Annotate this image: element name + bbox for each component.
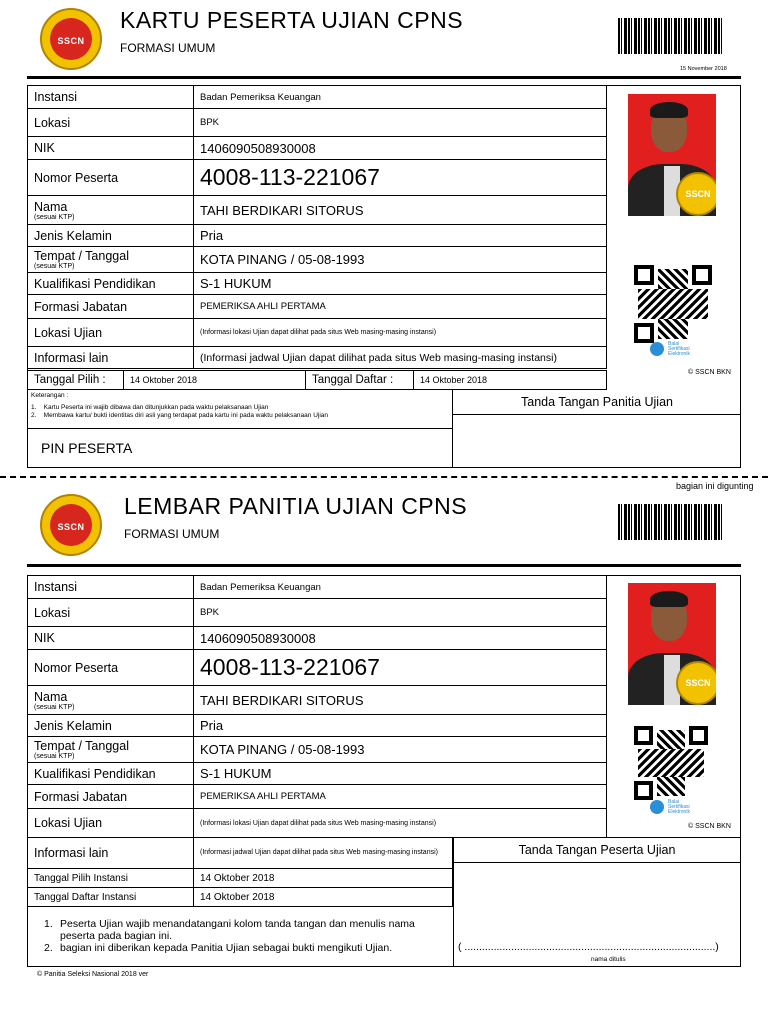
sheet-label-nama: Nama <box>34 689 68 704</box>
sheet-copyright-sscn: © SSCN BKN <box>688 823 731 830</box>
sheet-value-tanggal-daftar: 14 Oktober 2018 <box>194 888 453 907</box>
label-nama-sub: (sesuai KTP) <box>34 213 75 221</box>
label-ttl-sub: (sesuai KTP) <box>34 263 75 270</box>
sscn-logo: SSCN <box>40 8 102 70</box>
sheet-value-nama: TAHI BERDIKARI SITORUS <box>194 686 607 715</box>
label-nik: NIK <box>28 137 194 160</box>
label-lokasi-ujian: Lokasi Ujian <box>28 319 194 347</box>
name-line: ( ......................................................................................) <box>458 941 719 953</box>
sheet-label-nomor-peserta: Nomor Peserta <box>28 650 194 686</box>
sheet-label-tanggal-daftar: Tanggal Daftar Instansi <box>28 888 194 907</box>
keterangan-label: Keterangan : <box>31 392 69 399</box>
value-info-lain: (Informasi jadwal Ujian dapat dilihat pada situs Web masing-masing instansi) <box>194 347 607 369</box>
sheet-label-tanggal-pilih: Tanggal Pilih Instansi <box>28 869 194 888</box>
value-nik: 1406090508930008 <box>194 137 607 160</box>
footer-copyright: © Panitia Seleksi Nasional 2018 ver <box>37 971 149 978</box>
sheet-bsre-label: Balai Sertifikasi Elektronik <box>668 799 690 815</box>
qr-code-icon <box>634 265 712 343</box>
cut-note: bagian ini digunting <box>676 481 754 491</box>
bsre-label: Balai Sertifikasi Elektronik <box>668 341 690 357</box>
sheet-label-ttl-sub: (sesuai KTP) <box>34 753 75 760</box>
print-date: 15 November 2018 <box>680 66 727 72</box>
value-tanggal-pilih: 14 Oktober 2018 <box>124 371 306 390</box>
label-jenis-kelamin: Jenis Kelamin <box>28 225 194 247</box>
sheet-qr-code-icon <box>634 726 708 800</box>
sheet-value-nik: 1406090508930008 <box>194 627 607 650</box>
value-lokasi: BPK <box>194 109 607 137</box>
sheet-label-nama-sub: (sesuai KTP) <box>34 703 75 711</box>
sheet-label-pendidikan: Kualifikasi Pendidikan <box>28 763 194 785</box>
sheet-value-pendidikan: S-1 HUKUM <box>194 763 607 785</box>
sig-divider <box>453 862 454 967</box>
value-formasi: PEMERIKSA AHLI PERTAMA <box>194 295 607 319</box>
sheet-photo-stamp: SSCN <box>676 661 716 705</box>
photo-stamp: SSCN <box>676 172 716 216</box>
barcode-icon <box>618 18 724 54</box>
participant-photo <box>628 94 716 216</box>
ttd-panitia-label: Tanda Tangan Panitia Ujian <box>453 389 741 415</box>
sheet-label-lokasi-ujian: Lokasi Ujian <box>28 809 194 838</box>
sheet-label-formasi: Formasi Jabatan <box>28 785 194 809</box>
dates-table <box>27 370 607 390</box>
sheet-notes <box>44 918 424 954</box>
value-lokasi-ujian: (Informasi lokasi Ujian dapat dilihat pada situs Web masing-masing instansi) <box>194 319 607 347</box>
sheet-label-nik: NIK <box>28 627 194 650</box>
header-rule <box>27 76 741 79</box>
sheet-value-info-lain: (Informasi jadwal Ujian dapat dilihat pada situs Web masing-masing instansi) <box>194 838 453 869</box>
sheet-value-jenis-kelamin: Pria <box>194 715 607 737</box>
value-ttl: KOTA PINANG / 05-08-1993 <box>194 247 607 273</box>
label-nomor-peserta: Nomor Peserta <box>28 160 194 196</box>
cut-line <box>0 476 768 478</box>
sheet-header-rule <box>27 564 741 567</box>
sheet-value-tanggal-pilih: 14 Oktober 2018 <box>194 869 453 888</box>
ttd-peserta-label: Tanda Tangan Peserta Ujian <box>453 837 741 863</box>
label-formasi: Formasi Jabatan <box>28 295 194 319</box>
card-note-2: 2. Membawa kartu/ bukti identitas diri asli yang terdapat pada kartu ini pada waktu pelaksanaan Ujian <box>31 412 329 419</box>
sheet-value-instansi: Badan Pemeriksa Keuangan <box>194 576 607 599</box>
sheet-value-nomor-peserta: 4008-113-221067 <box>194 650 607 686</box>
sheet-participant-photo <box>628 583 716 705</box>
value-nomor-peserta: 4008-113-221067 <box>194 160 607 196</box>
sscn-logo-sheet: SSCN <box>40 494 102 556</box>
sheet-label-instansi: Instansi <box>28 576 194 599</box>
sheet-label-info-lain: Informasi lain <box>28 838 194 869</box>
sheet-value-formasi: PEMERIKSA AHLI PERTAMA <box>194 785 607 809</box>
sheet-value-lokasi-ujian: (Informasi lokasi Ujian dapat dilihat pada situs Web masing-masing instansi) <box>194 809 607 838</box>
sheet-label-lokasi: Lokasi <box>28 599 194 627</box>
label-lokasi: Lokasi <box>28 109 194 137</box>
sheet-label-ttl: Tempat / Tanggal <box>34 739 129 753</box>
card-notes <box>31 404 431 420</box>
sheet-value-lokasi: BPK <box>194 599 607 627</box>
value-nama: TAHI BERDIKARI SITORUS <box>194 196 607 225</box>
sheet-subtitle: FORMASI UMUM <box>124 527 220 541</box>
barcode-icon-sheet <box>618 504 724 540</box>
card-title: KARTU PESERTA UJIAN CPNS <box>120 7 464 33</box>
label-tanggal-pilih: Tanggal Pilih : <box>28 371 124 390</box>
copyright-sscn: © SSCN BKN <box>688 369 731 376</box>
value-tanggal-daftar: 14 Oktober 2018 <box>414 371 607 390</box>
card-subtitle: FORMASI UMUM <box>120 41 216 55</box>
label-pendidikan: Kualifikasi Pendidikan <box>28 273 194 295</box>
sheet-value-ttl: KOTA PINANG / 05-08-1993 <box>194 737 607 763</box>
value-jenis-kelamin: Pria <box>194 225 607 247</box>
card-table <box>27 85 607 369</box>
sheet-note-2: 2. bagian ini diberikan kepada Panitia Ujian sebagai bukti mengikuti Ujian. <box>44 942 393 954</box>
sheet-note-1: 1. Peserta Ujian wajib menandatangani kolom tanda tangan dan menulis nama peserta pada bagian ini. <box>44 918 415 942</box>
sheet-title: LEMBAR PANITIA UJIAN CPNS <box>124 493 468 519</box>
card-note-1: 1. Kartu Peserta ini wajib dibawa dan ditunjukkan pada waktu pelaksanaan Ujian <box>31 404 269 411</box>
pin-label: PIN PESERTA <box>41 440 133 456</box>
name-caption: nama ditulis <box>591 956 626 963</box>
value-instansi: Badan Pemeriksa Keuangan <box>194 86 607 109</box>
bsre-icon <box>650 342 664 356</box>
sheet-table <box>27 575 607 838</box>
sheet-lower-table <box>27 837 453 907</box>
sheet-label-jenis-kelamin: Jenis Kelamin <box>28 715 194 737</box>
label-tanggal-daftar: Tanggal Daftar : <box>306 371 414 390</box>
value-pendidikan: S-1 HUKUM <box>194 273 607 295</box>
sheet-bsre-icon <box>650 800 664 814</box>
label-ttl: Tempat / Tanggal <box>34 249 129 263</box>
label-instansi: Instansi <box>28 86 194 109</box>
pin-divider <box>27 428 453 429</box>
label-nama: Nama <box>34 199 68 214</box>
label-info-lain: Informasi lain <box>28 347 194 369</box>
